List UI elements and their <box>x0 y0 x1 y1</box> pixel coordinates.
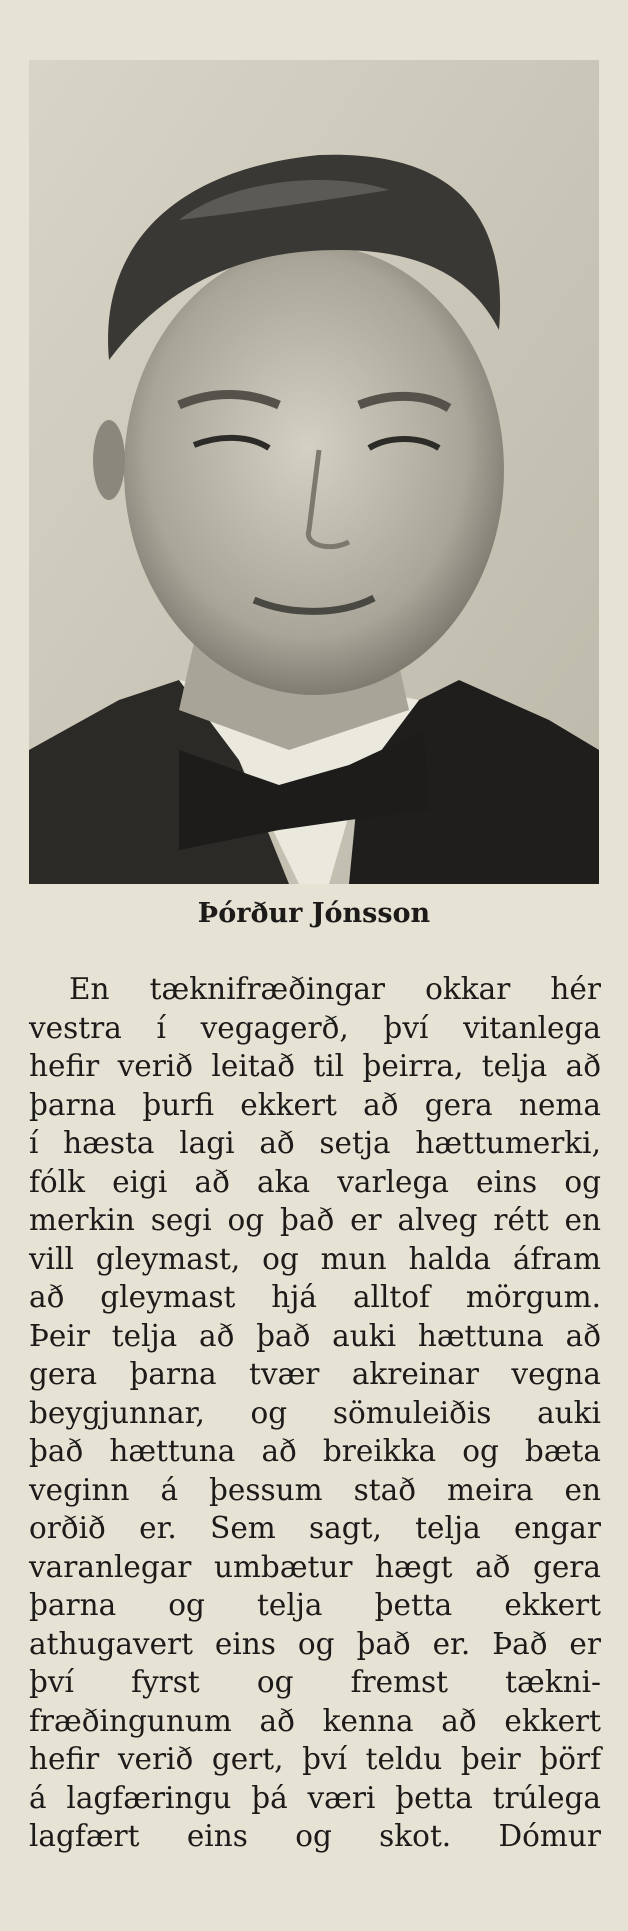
text-line: fólk eigi að aka varlega eins og <box>29 1164 601 1199</box>
text-line: En tæknifræðingar okkar hér <box>69 972 601 1006</box>
text-line: Þeir telja að það auki hættuna að <box>29 1318 601 1353</box>
text-line: gera þarna tvær akreinar vegna <box>29 1357 601 1391</box>
text-line: beygjunnar, og sömuleiðis auki <box>29 1395 601 1430</box>
photo-caption: Þórður Jónsson <box>197 898 431 929</box>
portrait-photo <box>29 60 599 884</box>
portrait-icon <box>29 60 599 884</box>
text-line: varanlegar umbætur hægt að gera <box>29 1549 601 1584</box>
text-line: hefir verið gert, því teldu þeir þörf <box>29 1742 601 1776</box>
text-line: á lagfæringu þá væri þetta trúlega <box>29 1780 601 1815</box>
text-line: athugavert eins og það er. Það er <box>29 1626 601 1661</box>
text-line: merkin segi og það er alveg rétt en <box>29 1203 601 1237</box>
text-line: þarna þurfi ekkert að gera nema <box>29 1087 601 1122</box>
text-line: hefir verið leitað til þeirra, telja að <box>29 1049 601 1083</box>
text-line: það hættuna að breikka og bæta <box>29 1434 601 1468</box>
article-body <box>29 970 601 1856</box>
text-line: lagfært eins og skot. Dómur <box>29 1819 601 1853</box>
text-line: orðið er. Sem sagt, telja engar <box>29 1511 601 1545</box>
text-line: vestra í vegagerð, því vitanlega <box>29 1010 601 1045</box>
text-line: þarna og telja þetta ekkert <box>29 1588 601 1622</box>
text-line: í hæsta lagi að setja hættumerki, <box>29 1126 601 1160</box>
text-line: fræðingunum að kenna að ekkert <box>29 1703 601 1738</box>
text-line: vill gleymast, og mun halda áfram <box>29 1241 601 1276</box>
text-line: að gleymast hjá alltof mörgum. <box>29 1280 601 1314</box>
text-line: veginn á þessum stað meira en <box>29 1472 601 1507</box>
text-line: því fyrst og fremst tækni- <box>29 1665 601 1699</box>
